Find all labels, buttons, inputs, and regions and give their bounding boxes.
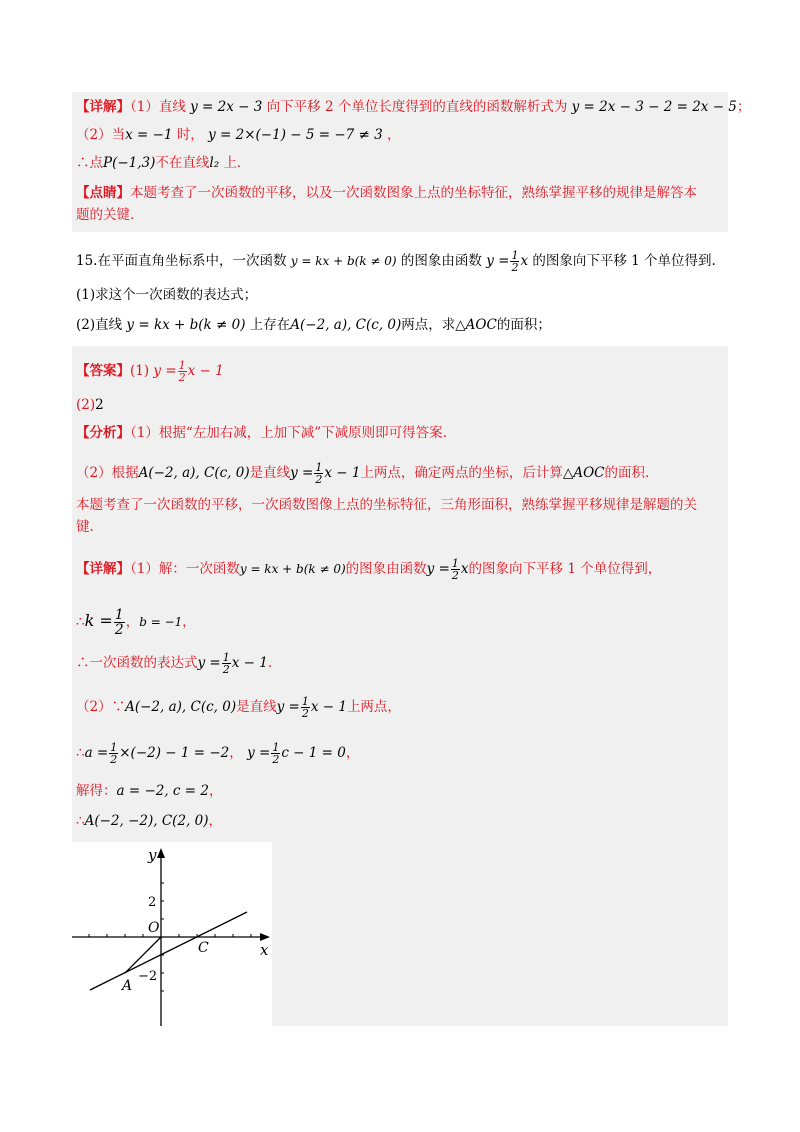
segment-ao <box>125 937 161 973</box>
analysis-line-1: 【分析】（1）根据“左加右减，上加下减”下减原则即可得答案. <box>76 425 447 441</box>
detail-line-3: ∴一次函数的表达式y = $\frac{1}{2}$ x − 1. <box>76 651 273 676</box>
fraction: $\frac{1}{2}$ <box>114 607 124 638</box>
function-line <box>90 912 247 990</box>
question-part-2: (2)直线 y = kx + b(k ≠ 0) 上存在A(−2, a), C(c, 0)两点，求△AOC的面积； <box>76 317 551 333</box>
answer-line-2: (2)2 <box>76 397 104 413</box>
y-axis-arrow <box>157 848 165 858</box>
x-axis-arrow <box>260 933 270 941</box>
detail-line-1: 【详解】（1）解：一次函数y = kx + b(k ≠ 0)的图象由函数y = $\frac{1}{2}$ x的图象向下平移 1 个单位得到， <box>76 557 662 582</box>
prev-comment-line-2: 题的关键． <box>76 207 144 223</box>
prev-detail-line-1: 【详解】（1）直线 y = 2x − 3 向下平移 2 个单位长度得到的直线的函数解析式为 y = 2x − 3 − 2 = 2x − 5； <box>76 99 751 115</box>
origin-label: O <box>148 920 160 936</box>
answer-tag: 【答案】 <box>76 363 130 379</box>
analysis-tag: 【分析】 <box>76 425 130 441</box>
y-axis-label: y <box>148 846 157 864</box>
fraction: $\frac{1}{2}$ <box>511 249 519 274</box>
fraction: $\frac{1}{2}$ <box>110 741 118 766</box>
tick-label-2: 2 <box>148 895 157 910</box>
detail-line-2: ∴k = $\frac{1}{2}$ ，b = −1， <box>76 607 196 638</box>
detail-line-4: （2）∵A(−2, a), C(c, 0)是直线y = $\frac{1}{2}$ x − 1上两点， <box>76 695 401 720</box>
fraction: $\frac{1}{2}$ <box>301 695 309 720</box>
detail-tag: 【详解】 <box>76 561 130 577</box>
analysis-line-2: （2）根据A(−2, a), C(c, 0)是直线y = $\frac{1}{2}$ x − 1上两点，确定两点的坐标，后计算△AOC的面积. <box>76 461 650 486</box>
prev-solution-block <box>72 92 751 232</box>
point-c-label: C <box>198 940 209 956</box>
x-axis-label: x <box>260 941 269 959</box>
analysis-line-3: 本题考查了一次函数的平移，一次函数图像上点的坐标特征，三角形面积，熟练掌握平移规律是解题的关 <box>76 497 697 513</box>
prev-detail-line-2: （2）当x = −1 时， y = 2×(−1) − 5 = −7 ≠ 3 ， <box>76 127 401 143</box>
point-a-label: A <box>122 978 133 994</box>
prev-comment-line-1: 【点睛】本题考查了一次函数的平移，以及一次函数图象上点的坐标特征，熟练掌握平移的规律是解答本 <box>76 185 697 201</box>
detail-line-7: ∴A(−2, −2), C(2, 0)， <box>76 813 222 829</box>
answer-line-1: 【答案】(1) y = $\frac{1}{2}$ x − 1 <box>76 359 224 384</box>
comment-tag: 【点睛】 <box>76 185 130 201</box>
coordinate-graph <box>72 842 272 1026</box>
question-part-1: (1)求这个一次函数的表达式； <box>76 287 258 303</box>
question-line-1: 15.在平面直角坐标系中，一次函数 y = kx + b(k ≠ 0) 的图象由函数 y = $\frac{1}{2}$ x 的图象向下平移 1 个单位得到. <box>76 249 716 274</box>
fraction: $\frac{1}{2}$ <box>222 651 230 676</box>
fraction: $\frac{1}{2}$ <box>178 359 186 384</box>
detail-line-5: ∴a = $\frac{1}{2}$ ×(−2) − 1 = −2， y = $\frac{1}{2}$ c − 1 = 0， <box>76 741 360 766</box>
fraction: $\frac{1}{2}$ <box>451 557 459 582</box>
tick-label-minus-2: −2 <box>138 969 158 984</box>
fraction: $\frac{1}{2}$ <box>315 461 323 486</box>
detail-line-6: 解得：a = −2, c = 2， <box>76 783 223 799</box>
detail-tag: 【详解】 <box>76 99 130 115</box>
analysis-line-4: 键. <box>76 519 94 535</box>
fraction: $\frac{1}{2}$ <box>272 741 280 766</box>
prev-detail-line-3: ∴点P(−1,3)不在直线l₂ 上． <box>76 155 251 171</box>
